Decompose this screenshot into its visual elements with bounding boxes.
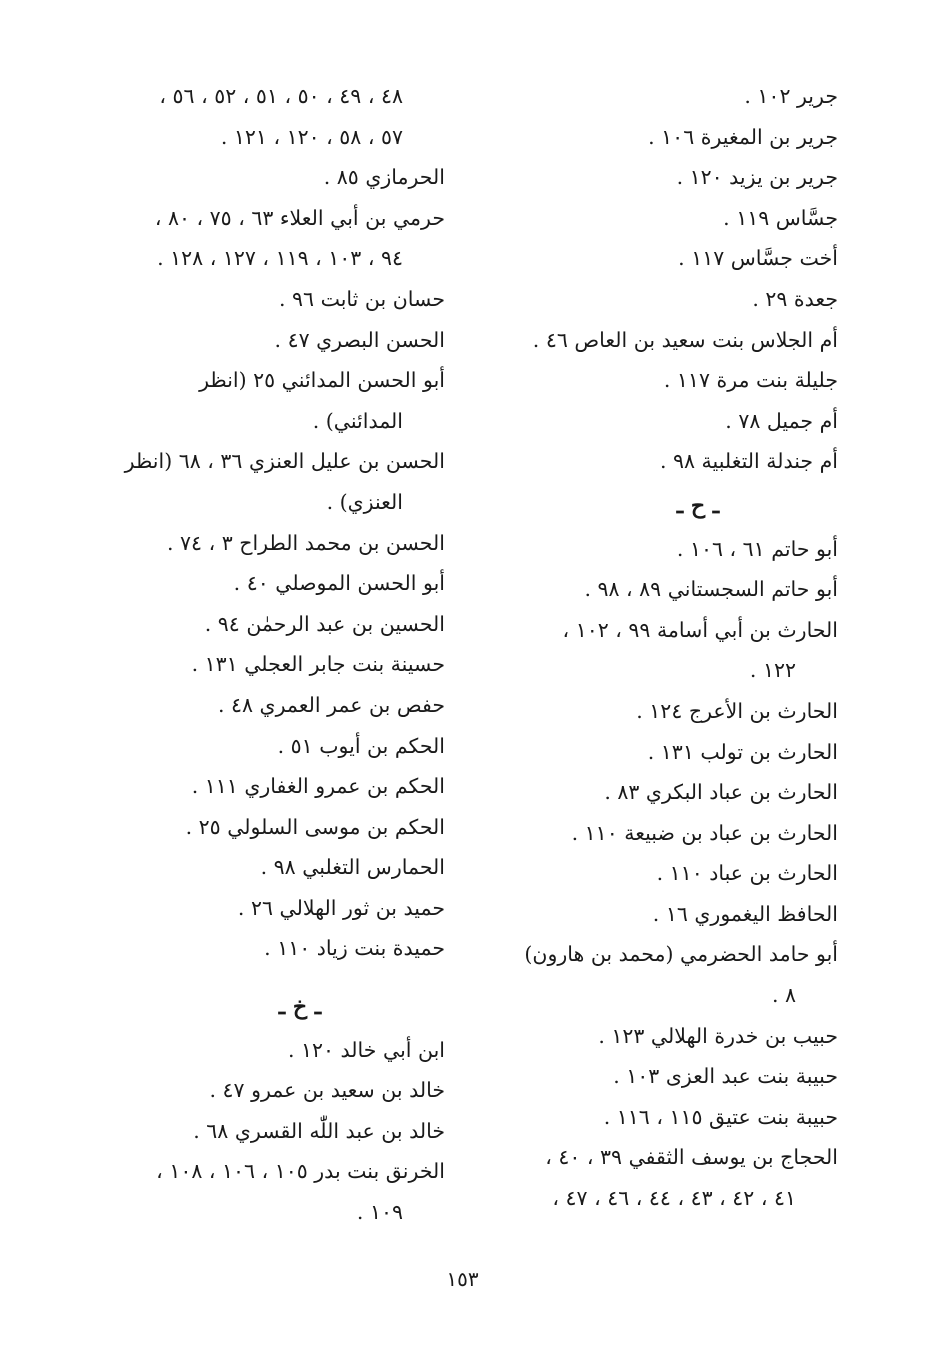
- index-entry: [95, 117, 445, 158]
- index-entry: الحارث بن عباد البكري ٨٣ .: [604, 780, 838, 805]
- entry-continuation: ٨ .: [771, 983, 796, 1008]
- entry-text: الحسن بن عليل العنزي ٣٦ ، ٦٨ (انظر: [124, 449, 445, 474]
- index-entry: خالد بن سعيد بن عمرو ٤٧ .: [209, 1078, 445, 1103]
- index-entry: ابن أبي خالد ١٢٠ .: [287, 1037, 445, 1062]
- index-entry: حبيب بن خدرة الهلالي ١٢٣ .: [598, 1023, 838, 1048]
- index-entry: أبو الحسن الموصلي ٤٠ .: [233, 571, 445, 596]
- entry-text: أبو حامد الحضرمي (محمد بن هارون): [524, 942, 838, 967]
- entries-group: [95, 1030, 445, 1233]
- entry-continuation: العنزي) .: [326, 489, 403, 514]
- index-entry: الحارث بن الأعرج ١٢٤ .: [636, 698, 838, 723]
- index-entry: الحكم بن أيوب ٥١ .: [277, 733, 445, 758]
- entry-text: الحارث بن أبي أسامة ٩٩ ، ١٠٢ ،: [562, 617, 838, 642]
- index-entry: الحسن بن محمد الطراح ٣ ، ٧٤ .: [166, 530, 445, 555]
- entry-text: الحجاج بن يوسف الثقفي ٣٩ ، ٤٠ ،: [545, 1145, 838, 1170]
- index-entry: الحافظ اليغموري ١٦ .: [652, 901, 838, 926]
- index-entry: جسَّاس ١١٩ .: [723, 205, 838, 230]
- index-entry: حبيبة بنت عبد العزى ١٠٣ .: [613, 1064, 838, 1089]
- index-entry: [478, 610, 838, 691]
- index-entry: أم جميل ٧٨ .: [725, 408, 838, 433]
- index-entry: [95, 360, 445, 441]
- index-entry: الحكم بن عمرو الغفاري ١١١ .: [191, 774, 445, 799]
- index-entry: الحارث بن تولب ١٣١ .: [647, 739, 838, 764]
- index-entry: الحارث بن عباد ١١٠ .: [656, 861, 838, 886]
- entry-continuation: المدائني) .: [312, 408, 403, 433]
- index-entry: أبو حاتم ٦١ ، ١٠٦ .: [676, 536, 838, 561]
- index-entry: [95, 198, 445, 279]
- index-entry: أخت جسَّاس ١١٧ .: [678, 246, 838, 271]
- entries-group: [478, 529, 838, 1219]
- page-number: ١٥٣: [446, 1267, 479, 1291]
- index-entry: جعدة ٢٩ .: [752, 286, 838, 311]
- index-entry: الحكم بن موسى السلولي ٢٥ .: [185, 814, 445, 839]
- index-entry: حميدة بنت زياد ١١٠ .: [264, 936, 445, 961]
- index-entry: أبو حاتم السجستاني ٨٩ ، ٩٨ .: [584, 577, 838, 602]
- section-letter-ha: ـ ح ـ: [676, 492, 720, 519]
- entry-continuation: ٥٧ ، ٥٨ ، ١٢٠ ، ١٢١ .: [220, 124, 403, 149]
- left-column: [95, 76, 445, 1233]
- index-entry: الحسين بن عبد الرحمٰن ٩٤ .: [204, 611, 445, 636]
- index-entry: [478, 1137, 838, 1218]
- index-entry: [95, 1151, 445, 1232]
- index-entry: أم جندلة التغلبية ٩٨ .: [659, 449, 838, 474]
- index-entry: حفص بن عمر العمري ٤٨ .: [217, 692, 445, 717]
- right-column: [478, 76, 838, 1219]
- index-entry: حسان بن ثابت ٩٦ .: [279, 286, 445, 311]
- section-letter-kha: ـ خ ـ: [278, 994, 322, 1021]
- index-entry: [95, 441, 445, 522]
- entries-group: [95, 76, 445, 969]
- index-entry: [95, 76, 445, 117]
- index-entry: الحرمازي ٨٥ .: [323, 165, 445, 190]
- index-entry: خالد بن عبد اللّٰه القسري ٦٨ .: [193, 1118, 445, 1143]
- entry-continuation: ١٢٢ .: [749, 658, 796, 683]
- index-entry: حسينة بنت جابر العجلي ١٣١ .: [191, 652, 445, 677]
- entry-text: الخرنق بنت بدر ١٠٥ ، ١٠٦ ، ١٠٨ ،: [156, 1159, 445, 1184]
- index-entry: جرير ١٠٢ .: [744, 84, 838, 108]
- index-entry: الحسن البصري ٤٧ .: [274, 327, 445, 352]
- entry-continuation: ٤١ ، ٤٢ ، ٤٣ ، ٤٤ ، ٤٦ ، ٤٧ ،: [552, 1186, 796, 1211]
- index-entry: حبيبة بنت عتيق ١١٥ ، ١١٦ .: [603, 1104, 838, 1129]
- index-entry: أم الجلاس بنت سعيد بن العاص ٤٦ .: [532, 327, 838, 352]
- index-entry: حميد بن ثور الهلالي ٢٦ .: [237, 895, 445, 920]
- index-entry: جرير بن المغيرة ١٠٦ .: [648, 124, 838, 149]
- entry-continuation: ٤٨ ، ٤٩ ، ٥٠ ، ٥١ ، ٥٢ ، ٥٦ ،: [159, 84, 403, 108]
- entry-text: أبو الحسن المدائني ٢٥ (انظر: [199, 368, 445, 393]
- entry-continuation: ٩٤ ، ١٠٣ ، ١١٩ ، ١٢٧ ، ١٢٨ .: [157, 246, 403, 271]
- entries-group: [478, 76, 838, 482]
- index-entry: جرير بن يزيد ١٢٠ .: [676, 165, 838, 190]
- index-entry: [478, 934, 838, 1015]
- entry-continuation: ١٠٩ .: [356, 1200, 403, 1225]
- entry-text: حرمي بن أبي العلاء ٦٣ ، ٧٥ ، ٨٠ ،: [154, 205, 445, 230]
- index-entry: الحارث بن عباد بن ضبيعة ١١٠ .: [571, 820, 838, 845]
- index-entry: جليلة بنت مرة ١١٧ .: [663, 368, 838, 393]
- index-entry: الحمارس التغلبي ٩٨ .: [260, 855, 445, 880]
